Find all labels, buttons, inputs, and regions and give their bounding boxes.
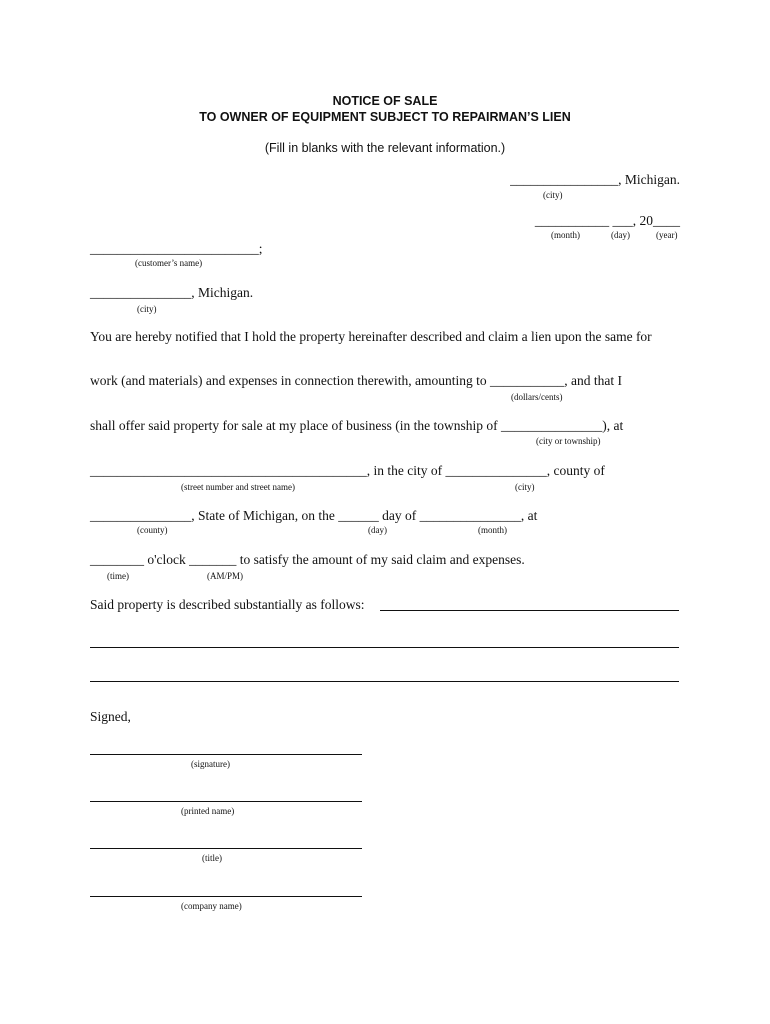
notice-line-3[interactable]: shall offer said property for sale at my place of business (in the township of _______________), at	[90, 418, 624, 433]
city-caption: (city)	[515, 482, 535, 492]
ampm-caption: (AM/PM)	[207, 571, 244, 581]
day-caption: (day)	[611, 230, 630, 240]
time-caption: (time)	[107, 571, 129, 581]
header-date-line[interactable]: ___________ ___, 20____	[534, 213, 680, 228]
company-name-caption: (company name)	[181, 901, 242, 911]
property-description-line-2[interactable]	[90, 647, 679, 648]
county-caption: (county)	[137, 525, 168, 535]
customer-city-caption: (city)	[137, 304, 157, 314]
signature-caption: (signature)	[191, 759, 230, 769]
title-line[interactable]	[90, 848, 362, 849]
form-title: NOTICE OF SALE	[332, 94, 438, 108]
sale-day-caption: (day)	[368, 525, 387, 535]
property-description-label: Said property is described substantially as follows:	[90, 597, 365, 612]
printed-name-caption: (printed name)	[181, 806, 235, 816]
property-description-line-1[interactable]	[380, 610, 679, 611]
notice-line-6[interactable]: ________ o'clock _______ to satisfy the amount of my said claim and expenses.	[90, 552, 525, 567]
signature-line[interactable]	[90, 754, 362, 755]
company-name-line[interactable]	[90, 896, 362, 897]
street-caption: (street number and street name)	[181, 482, 295, 492]
notice-line-2[interactable]: work (and materials) and expenses in connection therewith, amounting to ___________, and that I	[90, 373, 622, 388]
year-caption: (year)	[656, 230, 678, 240]
fill-instructions: (Fill in blanks with the relevant information.)	[264, 141, 506, 155]
notice-line-5[interactable]: _______________, State of Michigan, on the ______ day of _______________, at	[90, 508, 538, 523]
amount-caption: (dollars/cents)	[511, 392, 563, 402]
signed-label: Signed,	[90, 709, 131, 724]
notice-line-4[interactable]: _________________________________________, in the city of _______________, county of	[90, 463, 605, 478]
printed-name-line[interactable]	[90, 801, 362, 802]
header-city-line[interactable]: ________________, Michigan.	[510, 172, 680, 187]
notice-line-1: You are hereby notified that I hold the property hereinafter described and claim a lien upon the same for	[90, 329, 652, 344]
customer-name-line[interactable]: _________________________;	[90, 241, 263, 256]
customer-name-caption: (customer’s name)	[135, 258, 203, 268]
property-description-line-3[interactable]	[90, 681, 679, 682]
title-caption: (title)	[202, 853, 222, 863]
sale-month-caption: (month)	[478, 525, 507, 535]
header-city-caption: (city)	[543, 190, 563, 200]
township-caption: (city or township)	[536, 436, 601, 446]
customer-city-line[interactable]: _______________, Michigan.	[90, 285, 254, 300]
month-caption: (month)	[551, 230, 580, 240]
form-subtitle: TO OWNER OF EQUIPMENT SUBJECT TO REPAIRMAN’S LIEN	[199, 110, 571, 124]
